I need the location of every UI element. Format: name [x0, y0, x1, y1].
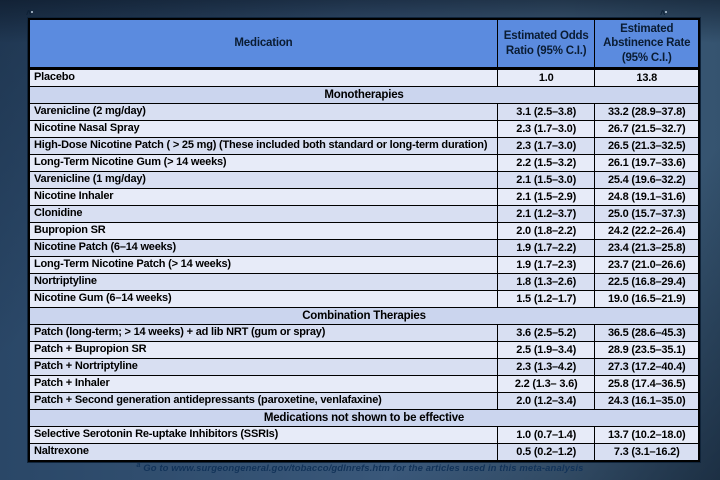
- table-row: [30, 239, 698, 256]
- medication-cell: Long-Term Nicotine Gum (> 14 weeks): [34, 156, 227, 168]
- slide-artifact-left: ˄: [26, 10, 38, 17]
- medication-cell: Patch (long-term; > 14 weeks) + ad lib NRT (gum or spray): [34, 326, 326, 338]
- odds-cell: 3.1 (2.5–3.8): [497, 104, 595, 120]
- column-header-medication: Medication: [234, 37, 293, 50]
- odds-cell: 2.3 (1.7–3.0): [497, 121, 595, 137]
- medication-cell: Bupropion SR: [34, 224, 106, 236]
- odds-cell: 2.5 (1.9–3.4): [497, 342, 595, 358]
- medication-cell: Naltrexone: [34, 445, 89, 457]
- odds-cell: 1.8 (1.3–2.6): [497, 274, 595, 290]
- footnote-text: Go to www.surgeongeneral.gov/tobacco/gdlnrefs.htm for the articles used in this meta-analysis: [143, 463, 584, 475]
- table-row: [30, 358, 698, 375]
- slide-artifact-right: ˄: [660, 10, 672, 17]
- abstinence-cell: 25.4 (19.6–32.2): [594, 172, 698, 188]
- table-row: [30, 256, 698, 273]
- abstinence-cell: 13.8: [594, 70, 698, 86]
- medication-cell: Selective Serotonin Re-uptake Inhibitors (SSRIs): [34, 428, 279, 440]
- table-body: [30, 69, 698, 460]
- abstinence-cell: 23.4 (21.3–25.8): [594, 240, 698, 256]
- medication-cell: Nicotine Gum (6–14 weeks): [34, 292, 172, 304]
- section-label: Combination Therapies: [302, 310, 426, 322]
- table-row: [30, 375, 698, 392]
- table-row: [30, 392, 698, 409]
- odds-cell: 2.1 (1.5–2.9): [497, 189, 595, 205]
- abstinence-cell: 27.3 (17.2–40.4): [594, 359, 698, 375]
- section-header-row: [30, 409, 698, 426]
- footnote: [0, 462, 720, 474]
- table-header-row: [30, 20, 698, 69]
- table-row: [30, 205, 698, 222]
- odds-cell: 2.3 (1.7–3.0): [497, 138, 595, 154]
- table-row: [30, 69, 698, 86]
- odds-cell: 1.9 (1.7–2.2): [497, 240, 595, 256]
- medication-cell: Varenicline (2 mg/day): [34, 105, 146, 117]
- abstinence-cell: 26.5 (21.3–32.5): [594, 138, 698, 154]
- abstinence-cell: 26.1 (19.7–33.6): [594, 155, 698, 171]
- footnote-marker: a: [136, 462, 141, 469]
- section-header-row: [30, 307, 698, 324]
- odds-cell: 2.1 (1.2–3.7): [497, 206, 595, 222]
- medication-cell: High-Dose Nicotine Patch ( > 25 mg) (These included both standard or long-term duration): [34, 139, 488, 151]
- odds-cell: 2.0 (1.8–2.2): [497, 223, 595, 239]
- medication-cell: Nicotine Inhaler: [34, 190, 114, 202]
- odds-cell: 1.5 (1.2–1.7): [497, 291, 595, 307]
- table-row: [30, 341, 698, 358]
- table-row: [30, 290, 698, 307]
- table-row: [30, 154, 698, 171]
- table-row: [30, 324, 698, 341]
- medication-cell: Nortriptyline: [34, 275, 97, 287]
- table-row: [30, 137, 698, 154]
- abstinence-cell: 7.3 (3.1–16.2): [594, 444, 698, 460]
- abstinence-cell: 33.2 (28.9–37.8): [594, 104, 698, 120]
- abstinence-cell: 24.2 (22.2–26.4): [594, 223, 698, 239]
- abstinence-cell: 26.7 (21.5–32.7): [594, 121, 698, 137]
- table-row: [30, 273, 698, 290]
- medication-cell: Nicotine Nasal Spray: [34, 122, 140, 134]
- abstinence-cell: 23.7 (21.0–26.6): [594, 257, 698, 273]
- medication-table: [28, 18, 700, 462]
- table-row: [30, 443, 698, 460]
- table-row: [30, 120, 698, 137]
- abstinence-cell: 36.5 (28.6–45.3): [594, 325, 698, 341]
- odds-cell: 0.5 (0.2–1.2): [497, 444, 595, 460]
- odds-cell: 3.6 (2.5–5.2): [497, 325, 595, 341]
- table-row: [30, 171, 698, 188]
- abstinence-cell: 25.8 (17.4–36.5): [594, 376, 698, 392]
- medication-cell: Long-Term Nicotine Patch (> 14 weeks): [34, 258, 231, 270]
- abstinence-cell: 28.9 (23.5–35.1): [594, 342, 698, 358]
- odds-cell: 2.2 (1.5–3.2): [497, 155, 595, 171]
- odds-cell: 2.0 (1.2–3.4): [497, 393, 595, 409]
- table-row: [30, 426, 698, 443]
- medication-cell: Clonidine: [34, 207, 83, 219]
- abstinence-cell: 25.0 (15.7–37.3): [594, 206, 698, 222]
- table-row: [30, 103, 698, 120]
- medication-cell: Placebo: [34, 71, 75, 83]
- odds-cell: 1.0 (0.7–1.4): [497, 427, 595, 443]
- medication-cell: Patch + Inhaler: [34, 377, 110, 389]
- column-header-odds-ratio: Estimated Odds Ratio (95% C.I.): [497, 20, 595, 67]
- odds-cell: 2.3 (1.3–4.2): [497, 359, 595, 375]
- section-label: Medications not shown to be effective: [263, 412, 465, 424]
- abstinence-cell: 13.7 (10.2–18.0): [594, 427, 698, 443]
- medication-cell: Patch + Bupropion SR: [34, 343, 147, 355]
- odds-cell: 2.1 (1.5–3.0): [497, 172, 595, 188]
- abstinence-cell: 24.3 (16.1–35.0): [594, 393, 698, 409]
- medication-cell: Patch + Second generation antidepressants (paroxetine, venlafaxine): [34, 394, 382, 406]
- medication-cell: Nicotine Patch (6–14 weeks): [34, 241, 176, 253]
- column-header-abstinence-rate: Estimated Abstinence Rate (95% C.I.): [594, 20, 698, 67]
- odds-cell: 1.0: [497, 70, 595, 86]
- medication-cell: Patch + Nortriptyline: [34, 360, 138, 372]
- medication-cell: Varenicline (1 mg/day): [34, 173, 146, 185]
- table-row: [30, 188, 698, 205]
- section-label: Monotherapies: [324, 89, 404, 101]
- abstinence-cell: 19.0 (16.5–21.9): [594, 291, 698, 307]
- section-header-row: [30, 86, 698, 103]
- abstinence-cell: 22.5 (16.8–29.4): [594, 274, 698, 290]
- odds-cell: 2.2 (1.3– 3.6): [497, 376, 595, 392]
- table-row: [30, 222, 698, 239]
- odds-cell: 1.9 (1.7–2.3): [497, 257, 595, 273]
- abstinence-cell: 24.8 (19.1–31.6): [594, 189, 698, 205]
